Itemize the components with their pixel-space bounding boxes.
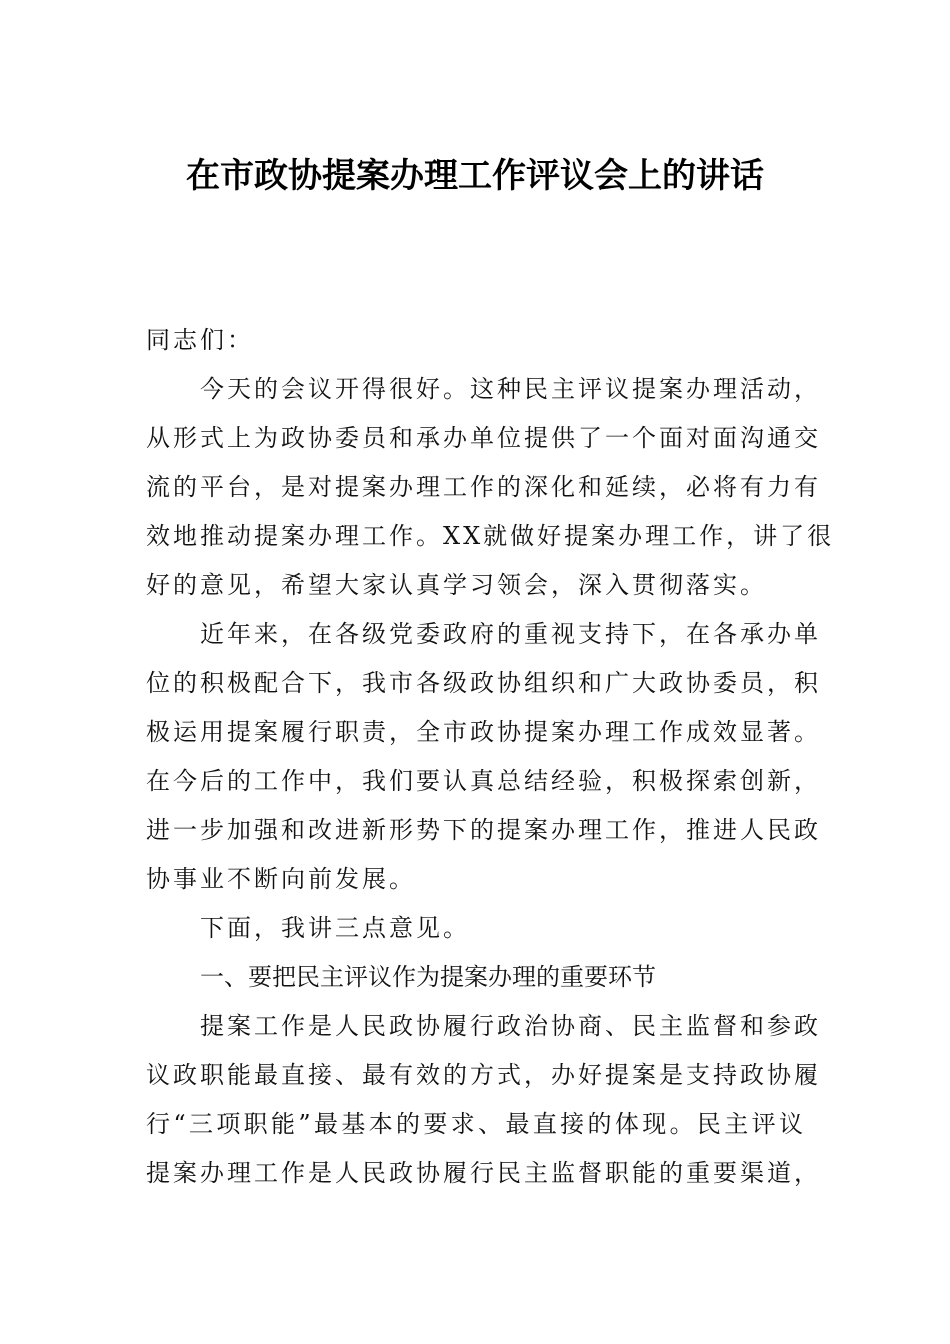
section-heading: 一、要把民主评议作为提案办理的重要环节 (200, 963, 656, 991)
paragraph-line: 进一步加强和改进新形势下的提案办理工作，推进人民政 (146, 816, 821, 844)
paragraph-line: 流的平台，是对提案办理工作的深化和延续，必将有力有 (146, 473, 821, 501)
document-title: 在市政协提案办理工作评议会上的讲话 (186, 156, 764, 196)
paragraph-line: 位的积极配合下，我市各级政协组织和广大政协委员，积 (146, 669, 821, 697)
paragraph-line: 今天的会议开得很好。这种民主评议提案办理活动， (200, 375, 821, 403)
paragraph-line: 下面，我讲三点意见。 (200, 914, 470, 942)
paragraph-line: 效地推动提案办理工作。XX就做好提案办理工作，讲了很 (146, 522, 835, 550)
document-body (146, 316, 835, 1198)
paragraph-line: 协事业不断向前发展。 (146, 865, 416, 893)
paragraph-line: 提案工作是人民政协履行政治协商、民主监督和参政 (200, 1012, 821, 1040)
salutation: 同志们： (146, 326, 254, 354)
paragraph-line: 从形式上为政协委员和承办单位提供了一个面对面沟通交 (146, 424, 821, 452)
paragraph-line: 行“三项职能”最基本的要求、最直接的体现。民主评议 (146, 1110, 806, 1138)
paragraph-line: 议政职能最直接、最有效的方式，办好提案是支持政协履 (146, 1061, 821, 1089)
paragraph-line: 极运用提案履行职责，全市政协提案办理工作成效显著。 (146, 718, 821, 746)
paragraph-line: 提案办理工作是人民政协履行民主监督职能的重要渠道， (146, 1159, 821, 1187)
paragraph-line: 好的意见，希望大家认真学习领会，深入贯彻落实。 (146, 571, 767, 599)
paragraph-line: 在今后的工作中，我们要认真总结经验，积极探索创新， (146, 767, 821, 795)
paragraph-line: 近年来，在各级党委政府的重视支持下，在各承办单 (200, 620, 821, 648)
